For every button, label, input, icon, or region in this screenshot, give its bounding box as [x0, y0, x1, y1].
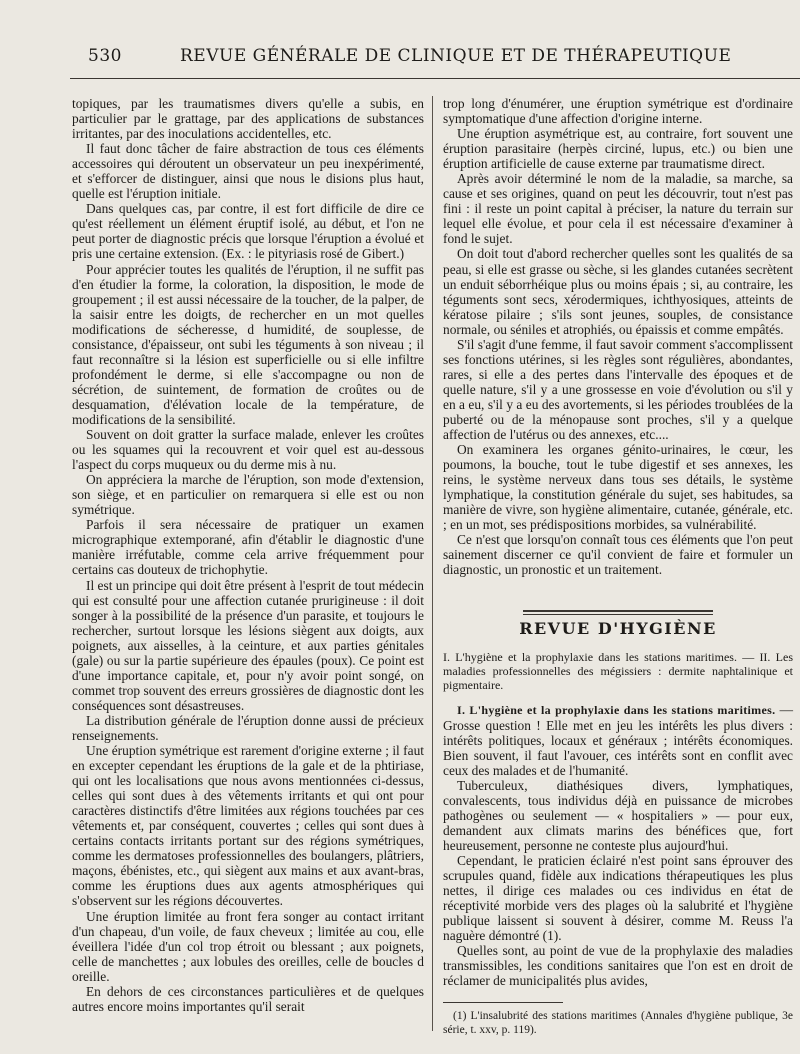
paragraph: Tuberculeux, diathésiques divers, lymphatiques, convalescents, tous individus déjà en puissance de microbes pathogènes ou seulement — « hospitaliers » — pour eux, demandent aux climats marins des bénéfices que, fort heureusement, personne ne conteste plus aujourd'hui. [443, 777, 793, 853]
right-column [443, 96, 793, 1037]
paragraph: Une éruption symétrique est rarement d'origine externe ; il faut en excepter cependant les éruptions de la gale et de la phtiriase, qui ont les localisations que nous avons mentionnées ci-dessus, celles qui sont dues à des vêtements irritants et qui ont pour caractères distinctifs d'être limitées aux régions touchées par ces vêtements et, par conséquent, couvertes ; celles qui sont dues à certains contacts irritants portant sur des régions symétriques, comme les dermatoses professionnelles des boulangers, plâtriers, maçons, ébénistes, etc., qui siègent aux mains et aux avant-bras, comme les éruptions dues aux agents atmosphériques qui s'observent sur les régions découvertes. [72, 743, 424, 909]
paragraph: Après avoir déterminé le nom de la maladie, sa marche, sa cause et ses origines, quand on peut les découvrir, tout n'est pas fini : il reste un point capital à préciser, la nature du terrain sur lequel elle évolue, et pour cela il est nécessaire d'examiner à fond le sujet. [443, 171, 793, 247]
paragraph: Une éruption limitée au front fera songer au contact irritant d'un chapeau, d'un voile, de faux cheveux ; limitée au cou, elle éveillera l'idée d'un col trop étroit ou blessant ; aux poignets, celle de manchettes ; aux lobules des oreilles, celle de boucles d oreille. [72, 908, 424, 984]
paragraph-text: — Grosse question ! Elle met en jeu les intérêts les plus divers : intérêts politiques, locaux et généraux ; intérêts économiques. Bien souvent, il faut l'avouer, ces intérêts sont en conflit avec ceux des malades et de l'humanité. [443, 701, 793, 778]
paragraph: En dehors de ces circonstances particulières et de quelques autres encore moins importantes qu'il serait [72, 983, 424, 1014]
running-header [88, 44, 798, 74]
paragraph: trop long d'énumérer, une éruption symétrique est d'ordinaire symptomatique d'une affection d'origine interne. [443, 96, 793, 127]
paragraph: Souvent on doit gratter la surface malade, enlever les croûtes ou les squames qui la recouvrent et voir quel est au-dessous l'aspect du corps muqueux ou du derme mis à nu. [72, 427, 424, 473]
section-rule [523, 610, 713, 615]
section-summary: I. L'hygiène et la prophylaxie dans les stations maritimes. — II. Les maladies professionnelles des mégissiers : dermite naphtalinique et pigmentaire. [443, 649, 793, 692]
paragraph: Quelles sont, au point de vue de la prophylaxie des maladies transmissibles, les conditions sanitaires que l'on est en droit de réclamer de municipalités plus avides, [443, 943, 793, 989]
footnote-rule [443, 1002, 563, 1003]
header-rule [70, 78, 800, 79]
paragraph [443, 702, 793, 778]
column-divider [432, 96, 433, 1031]
paragraph: La distribution générale de l'éruption donne aussi de précieux renseignements. [72, 712, 424, 743]
section-title: REVUE D'HYGIÈNE [519, 618, 717, 638]
paragraph: Pour apprécier toutes les qualités de l'éruption, il ne suffit pas d'en étudier la forme, la coloration, la disposition, le mode de groupement ; il est aussi nécessaire de la toucher, de la palper, de la saisir entre les doigts, de rechercher en un mot quelles modifications de sécheresse, d humidité, de souplesse, de consistance, d'épaisseur, ont subi les téguments à son niveau ; il faut reconnaître si la lésion est superficielle ou si elle infiltre profondément le derme, si elle s'accompagne ou non de sécrétion, de suintement, de formation de croûtes ou de desquamation, d'élévation locale de la température, de modifications de la sensibilité. [72, 261, 424, 427]
paragraph: On doit tout d'abord rechercher quelles sont les qualités de sa peau, si elle est grasse ou sèche, si les glandes cutanées secrètent un enduit séborrhéique plus ou moins épais ; si, au contraire, les téguments sont secs, xérodermiques, ichthyosiques, atteints de kératose pilaire ; s'ils sont jeunes, souples, de consistance normale, ou séniles et atrophiés, ou épaissis et comme empâtés. [443, 246, 793, 337]
page-number: 530 [88, 46, 122, 66]
running-title: REVUE GÉNÉRALE DE CLINIQUE ET DE THÉRAPEUTIQUE [180, 46, 732, 66]
paragraph: Ce n'est que lorsqu'on connaît tous ces éléments que l'on peut sainement discerner ce qu'il convient de faire et formuler un diagnostic, un pronostic et un traitement. [443, 532, 793, 578]
paragraph: Cependant, le praticien éclairé n'est point sans éprouver des scrupules quand, fidèle aux indications thérapeutiques les plus nettes, il dirige ces malades ou ces individus en état de réceptivité morbide vers des plages où la salubrité et l'hygiène publique laissent si souvent à désirer, comme M. Reuss l'a naguère démontré (1). [443, 853, 793, 944]
paragraph: S'il s'agit d'une femme, il faut savoir comment s'accomplissent ses fonctions utérines, si les règles sont régulières, abondantes, rares, si elle a des pertes dans l'intervalle des époques et de quelle nature, s'il y a une grossesse en voie d'évolution ou s'il y en a eu, s'il y a eu des avortements, si les périodes troublées de la puberté ou de la ménopause sont proches, s'il y a quelque affection de l'utérus ou des annexes, etc.... [443, 336, 793, 443]
paragraph: Il est un principe qui doit être présent à l'esprit de tout médecin qui est consulté pour une affection cutanée prurigineuse : il doit songer à la possibilité de la présence d'un parasite, et toujours le rechercher, surtout lorsque les lésions siègent aux doigts, aux poignets, aux aisselles, à la ceinture, et aux parties génitales (gale) ou sur la partie supérieure des épaules (poux). Ce point est d'une importance capitale, et, pour n'y avoir point songé, on commet trop souvent des erreurs grossières de diagnostic dont les conséquences sont désastreuses. [72, 577, 424, 713]
paragraph: Dans quelques cas, par contre, il est fort difficile de dire ce qu'est réellement un élément éruptif isolé, au début, et l'on ne peut porter de diagnostic précis que lorsque l'éruption a évolué et pris une certaine extension. (Ex. : le pityriasis rosé de Gibert.) [72, 201, 424, 262]
paragraph: Une éruption asymétrique est, au contraire, fort souvent une éruption parasitaire (herpès circiné, lupus, etc.) ou bien une éruption artificielle de cause externe par traumatisme direct. [443, 126, 793, 172]
subsection-heading: I. L'hygiène et la prophylaxie dans les stations maritimes. [457, 702, 776, 717]
paragraph: Parfois il sera nécessaire de pratiquer un examen micrographique extemporané, afin d'établir le diagnostic d'une manière irréfutable, comme cela arrive fréquemment pour certains cas douteux de trichophytie. [72, 517, 424, 578]
left-column [72, 96, 424, 1014]
paragraph: On examinera les organes génito-urinaires, le cœur, les poumons, la bouche, tout le tube digestif et ses annexes, les reins, le système nerveux dans tous ses détails, le système lymphatique, la constitution générale du sujet, ses habitudes, sa manière de vivre, son hygiène alimentaire, cutanée, générale, etc. ; en un mot, ses prédispositions morbides, sa vulnérabilité. [443, 442, 793, 533]
paragraph: Il faut donc tâcher de faire abstraction de tous ces éléments accessoires qui déroutent un observateur un peu inexpérimenté, et s'efforcer de distinguer, ainsi que nous le disions plus haut, quelle est l'éruption initiale. [72, 141, 424, 202]
paragraph: topiques, par les traumatismes divers qu'elle a subis, en particulier par le grattage, par des applications de substances irritantes, par des inoculations accidentelles, etc. [72, 96, 424, 142]
footnote: (1) L'insalubrité des stations maritimes (Annales d'hygiène publique, 3e série, t. xxv, p. 119). [443, 1010, 793, 1037]
paragraph: On appréciera la marche de l'éruption, son mode d'extension, son siège, et en particulier on remarquera si elle est ou non symétrique. [72, 472, 424, 518]
